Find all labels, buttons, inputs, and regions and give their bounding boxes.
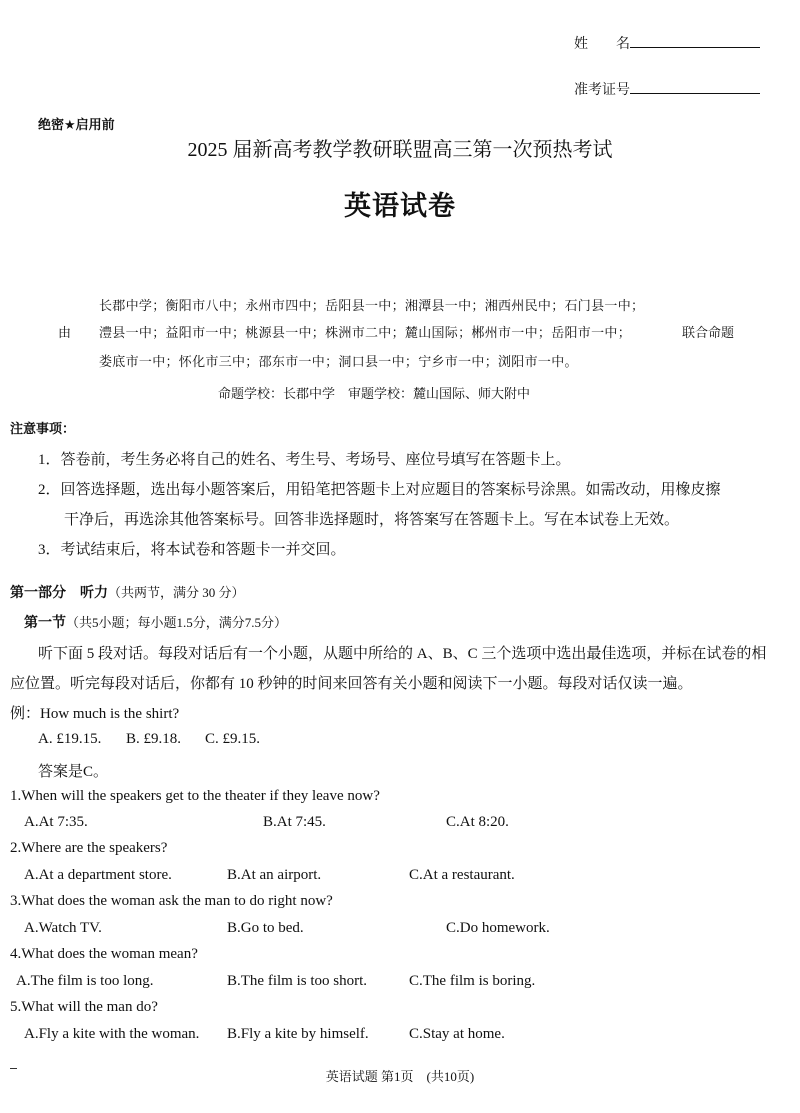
notes-heading: 注意事项： bbox=[10, 422, 76, 437]
name-input-line[interactable] bbox=[630, 33, 760, 48]
example-option-b: B. £9.18. bbox=[126, 731, 182, 747]
part1-title: 第一部分 听力 bbox=[10, 585, 108, 601]
q4-option-b[interactable]: B.The film is too short. bbox=[227, 973, 367, 989]
exam-id-label: 准考证号 bbox=[574, 83, 630, 98]
q4-option-c[interactable]: C.The film is boring. bbox=[409, 973, 536, 989]
question-3: 3.What does the woman ask the man to do right now? bbox=[10, 893, 333, 909]
q1-option-a[interactable]: A.At 7:35. bbox=[24, 814, 88, 830]
review-schools: 命题学校：长郡中学 审题学校：麓山国际、师大附中 bbox=[218, 386, 531, 401]
q5-option-c[interactable]: C.Stay at home. bbox=[409, 1026, 505, 1042]
example-answer: 答案是C。 bbox=[38, 764, 109, 780]
page-info: 英语试题 第1页 (共10页) bbox=[325, 1069, 475, 1084]
question-5: 5.What will the man do? bbox=[10, 999, 158, 1015]
note-item-1: 1．答卷前，考生务必将自己的姓名、考生号、考场号、座位号填写在答题卡上。 bbox=[38, 452, 571, 468]
part1-title-note: （共两节，满分 30 分） bbox=[108, 585, 245, 600]
part1-title-row bbox=[10, 582, 245, 602]
q5-option-b[interactable]: B.Fly a kite by himself. bbox=[227, 1026, 369, 1042]
instructions-line-1: 听下面 5 段对话。每段对话后有一个小题，从题中所给的 A、B、C 三个选项中选出最佳选项，并标在试卷的相 bbox=[38, 646, 767, 662]
question-2: 2.Where are the speakers? bbox=[10, 840, 168, 856]
schools-line-2: 澧县一中；益阳市一中；桃源县一中；株洲市二中；麓山国际；郴州市一中；岳阳市一中； bbox=[99, 325, 632, 340]
question-4: 4.What does the woman mean? bbox=[10, 946, 198, 962]
schools-suffix: 联合命题 bbox=[682, 325, 735, 340]
q4-option-a[interactable]: A.The film is too long. bbox=[16, 973, 154, 989]
schools-line-3: 娄底市一中；怀化市三中；邵东市一中；洞口县一中；宁乡市一中；浏阳市一中。 bbox=[99, 354, 578, 369]
note-item-3: 3．考试结束后，将本试卷和答题卡一并交回。 bbox=[38, 542, 346, 558]
q5-option-a[interactable]: A.Fly a kite with the woman. bbox=[24, 1026, 200, 1042]
q2-option-a[interactable]: A.At a department store. bbox=[24, 867, 172, 883]
schools-prefix: 由 bbox=[58, 325, 72, 340]
name-label: 姓 名 bbox=[574, 37, 630, 52]
question-1: 1.When will the speakers get to the theater if they leave now? bbox=[10, 788, 380, 804]
note-item-2b: 干净后，再选涂其他答案标号。回答非选择题时，将答案写在答题卡上。写在本试卷上无效。 bbox=[64, 512, 680, 528]
section1-title-row bbox=[24, 612, 287, 632]
name-field-row bbox=[574, 33, 760, 53]
confidential-mark: 绝密★启用前 bbox=[38, 118, 115, 133]
example-option-a: A. £19.15. bbox=[38, 731, 102, 747]
q2-option-c[interactable]: C.At a restaurant. bbox=[409, 867, 515, 883]
exam-title: 2025 届新高考教学教研联盟高三第一次预热考试 bbox=[187, 139, 613, 161]
q3-option-c[interactable]: C.Do homework. bbox=[446, 920, 550, 936]
q1-option-b[interactable]: B.At 7:45. bbox=[263, 814, 326, 830]
paper-title: 英语试卷 bbox=[344, 191, 456, 222]
example-question: 例：How much is the shirt? bbox=[10, 706, 180, 722]
schools-line-1: 长郡中学；衡阳市八中；永州市四中；岳阳县一中；湘潭县一中；湘西州民中；石门县一中； bbox=[99, 298, 645, 313]
exam-id-input-line[interactable] bbox=[630, 79, 760, 94]
q2-option-b[interactable]: B.At an airport. bbox=[227, 867, 322, 883]
note-item-2a: 2．回答选择题，选出每小题答案后，用铅笔把答题卡上对应题目的答案标号涂黑。如需改动，用橡皮擦 bbox=[38, 482, 721, 498]
section1-note: （共5小题；每小题1.5分，满分7.5分） bbox=[66, 615, 288, 630]
section1-title: 第一节 bbox=[24, 615, 66, 631]
q3-option-a[interactable]: A.Watch TV. bbox=[24, 920, 102, 936]
instructions-line-2: 应位置。听完每段对话后，你都有 10 秒钟的时间来回答有关小题和阅读下一小题。每段对话仅读一遍。 bbox=[10, 676, 693, 692]
q1-option-c[interactable]: C.At 8:20. bbox=[446, 814, 509, 830]
exam-id-field-row bbox=[574, 79, 760, 99]
example-option-c: C. £9.15. bbox=[205, 731, 261, 747]
q3-option-b[interactable]: B.Go to bed. bbox=[227, 920, 304, 936]
